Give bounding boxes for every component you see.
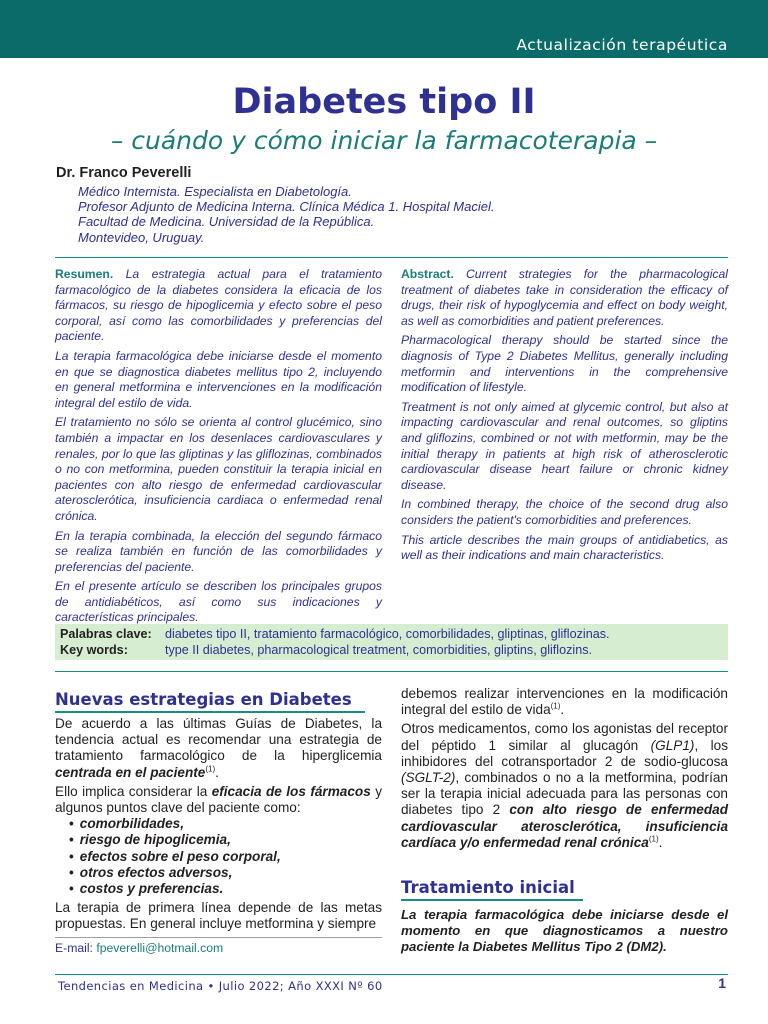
body-paragraph: La terapia de primera línea depende de las metas propuestas. En general incluye metformina y siempre bbox=[55, 900, 382, 932]
affiliation-line: Facultad de Medicina. Universidad de la República. bbox=[78, 214, 375, 230]
footer-divider bbox=[55, 974, 728, 975]
email-link[interactable]: fpeverelli@hotmail.com bbox=[96, 941, 224, 955]
keywords-en bbox=[60, 643, 592, 657]
keywords-en-text: type II diabetes, pharmacological treatment, comorbidities, gliptins, gliflozins. bbox=[165, 643, 592, 657]
email-label: E-mail: bbox=[55, 941, 93, 955]
article-title: Diabetes tipo II bbox=[232, 82, 536, 122]
emphasis-text: (GLP1) bbox=[650, 737, 695, 753]
list-item: • efectos sobre el peso corporal, bbox=[69, 849, 382, 865]
keywords-es-label: Palabras clave: bbox=[60, 627, 152, 641]
affiliation-line: Montevideo, Uruguay. bbox=[78, 229, 205, 245]
list-item: • comorbilidades, bbox=[69, 816, 382, 832]
citation-ref: (1) bbox=[550, 701, 561, 711]
footnote-divider bbox=[55, 937, 382, 938]
header-bar bbox=[0, 0, 768, 58]
resumen-label: Resumen. bbox=[55, 267, 114, 281]
resumen-column bbox=[55, 267, 382, 630]
resumen-paragraph: En el presente artículo se describen los principales grupos de antidiabéticos, así como sus indicaciones y características principales. bbox=[55, 579, 382, 625]
body-text: . bbox=[215, 764, 219, 780]
body-text: , combinados o no a la metformina, podrían ser la terapia inicial adecuada para las personas con diabetes tipo 2 bbox=[401, 770, 728, 818]
abstract-paragraph: Treatment is not only aimed at glycemic control, but also at impacting cardiovascular and renal outcomes, so gliptins and gliflozins, combined or not with metformin, may be the initial therapy in patients at high risk of atherosclerotic cardiovascular disease heart failure or chronic kidney disease. bbox=[401, 399, 728, 492]
article-subtitle: – cuándo y cómo iniciar la farmacoterapia – bbox=[110, 126, 658, 155]
body-text: debemos realizar intervenciones en la modificación integral del estilo de vida bbox=[401, 686, 728, 718]
abstract-label: Abstract. bbox=[401, 267, 454, 281]
journal-footer: Tendencias en Medicina • Julio 2022; Año XXXI Nº 60 bbox=[58, 979, 383, 993]
divider bbox=[55, 257, 728, 258]
keywords-en-label: Key words: bbox=[60, 643, 128, 657]
citation-ref: (1) bbox=[648, 834, 659, 844]
section-heading: Nuevas estrategias en Diabetes bbox=[55, 690, 352, 709]
affiliation-line: Profesor Adjunto de Medicina Interna. Clínica Médica 1. Hospital Maciel. bbox=[78, 199, 495, 215]
citation-ref: (1) bbox=[205, 764, 216, 774]
emphasis-text: centrada en el paciente bbox=[55, 764, 206, 780]
bullet-list bbox=[55, 816, 382, 897]
resumen-paragraph: En la terapia combinada, la elección del segundo fármaco se realiza también en función de las comorbilidades y preferencias del paciente. bbox=[55, 528, 382, 574]
lead-paragraph: La terapia farmacológica debe iniciarse desde el momento en que diagnosticamos a nuestro paciente la Diabetes Mellitus Tipo 2 (DM2). bbox=[401, 907, 728, 955]
keywords-es bbox=[60, 627, 610, 641]
resumen-paragraph: La estrategia actual para el tratamiento farmacológico de la diabetes considera la eficacia de los fármacos, su riesgo de hipoglicemia y efecto sobre el peso corporal, así como las comorbilidades y preferencias del paciente. bbox=[55, 267, 382, 344]
body-text: Ello implica considerar la bbox=[55, 783, 212, 799]
body-text: y algunos puntos clave del paciente como: bbox=[55, 783, 382, 816]
section-heading: Tratamiento inicial bbox=[401, 878, 575, 897]
body-text: . bbox=[658, 834, 663, 850]
resumen-paragraph: El tratamiento no sólo se orienta al control glucémico, sino también a impactar en los desenlaces cardiovasculares y renales, por lo que las gliptinas y las gliflozinas, combinados o no con metformina, pueden constituir la terapia inicial en pacientes con alto riesgo de enfermedad cardiovascular aterosclerótica, insuficiencia cardiaca o enfermedad renal crónica. bbox=[55, 415, 382, 523]
body-column-right bbox=[401, 686, 728, 854]
abstract-paragraph: This article describes the main groups of antidiabetics, as well as their indications and main characteristics. bbox=[401, 532, 728, 563]
heading-underline bbox=[55, 711, 365, 713]
page-number: 1 bbox=[718, 975, 726, 991]
contact-email bbox=[55, 941, 223, 955]
body-text: Otros medicamentos, como los agonistas del receptor del péptido 1 similar al glucagón bbox=[401, 721, 728, 753]
divider bbox=[55, 671, 728, 672]
author-affiliation bbox=[78, 184, 718, 245]
keywords-box bbox=[55, 624, 728, 660]
affiliation-line: Médico Internista. Especialista en Diabetología. bbox=[78, 184, 352, 199]
abstract-paragraph: In combined therapy, the choice of the second drug also considers the patient's comorbidities and preferences. bbox=[401, 497, 728, 527]
body-text: . bbox=[560, 702, 565, 718]
keywords-es-text: diabetes tipo II, tratamiento farmacológico, comorbilidades, gliptinas, gliflozinas. bbox=[165, 627, 610, 641]
emphasis-text: con alto riesgo de enfermedad cardiovascular aterosclerótica, insuficiencia cardíaca y/o enfermedad renal crónica bbox=[401, 802, 729, 850]
list-item: • costos y preferencias. bbox=[69, 881, 382, 897]
list-item: • otros efectos adversos, bbox=[69, 865, 382, 881]
resumen-paragraph: La terapia farmacológica debe iniciarse desde el momento en que se diagnostica diabetes mellitus tipo 2, incluyendo en general metformina e intervenciones en la modificación integral del estilo de vida. bbox=[55, 348, 382, 410]
emphasis-text: eficacia de los fármacos bbox=[211, 783, 371, 799]
body-column-left bbox=[55, 716, 382, 936]
author-name: Dr. Franco Peverelli bbox=[56, 165, 192, 181]
emphasis-text: (SGLT-2) bbox=[401, 770, 456, 786]
body-text: De acuerdo a las últimas Guías de Diabetes, la tendencia actual es recomendar una estrategia de tratamiento farmacológico de la hiperglicemia bbox=[55, 716, 382, 764]
section-label: Actualización terapéutica bbox=[516, 36, 728, 54]
abstract-column bbox=[401, 267, 728, 568]
body-text: , los inhibidores del cotransportador 2 de sodio-glucosa bbox=[401, 737, 728, 769]
abstract-paragraph: Current strategies for the pharmacological treatment of diabetes take in consideration the efficacy of drugs, their risk of hypoglycemia and effect on body weight, as well as comorbidities and patient preferences. bbox=[401, 267, 728, 328]
heading-underline bbox=[401, 899, 583, 901]
list-item: • riesgo de hipoglicemia, bbox=[69, 832, 382, 848]
abstract-paragraph: Pharmacological therapy should be started since the diagnosis of Type 2 Diabetes Mellitus, generally including metformin and interventions in the comprehensive modification of lifestyle. bbox=[401, 333, 728, 395]
